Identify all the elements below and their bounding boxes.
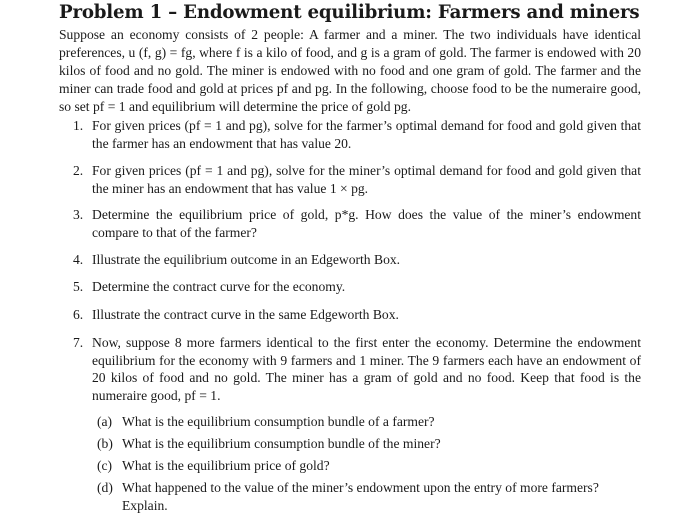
subpart-item bbox=[97, 479, 641, 514]
subpart-label: (c) bbox=[97, 458, 113, 473]
problem-number: 6. bbox=[73, 307, 84, 322]
problem-text: Determine the equilibrium price of gold, p*g. How does the value of the miner’s endowment compare to that of the farmer? bbox=[92, 207, 641, 240]
subpart-text: What is the equilibrium consumption bundle of a farmer? bbox=[122, 414, 435, 429]
subpart-item bbox=[97, 413, 641, 431]
problem-text: For given prices (pf = 1 and pg), solve for the miner’s optimal demand for food and gold given that the miner has an endowment that has value 1 × pg. bbox=[92, 163, 641, 196]
subpart-label: (b) bbox=[97, 436, 113, 451]
subpart-label: (d) bbox=[97, 480, 113, 495]
problem-text: Illustrate the contract curve in the same Edgeworth Box. bbox=[92, 307, 399, 322]
problem-item bbox=[73, 334, 641, 404]
problem-number: 3. bbox=[73, 207, 84, 222]
subpart-label: (a) bbox=[97, 414, 113, 429]
problem-item bbox=[73, 206, 641, 241]
problem-text: Determine the contract curve for the economy. bbox=[92, 279, 346, 294]
problem-text: Now, suppose 8 more farmers identical to the first enter the economy. Determine the endowment equilibrium for the economy with 9 farmers and 1 miner. The 9 farmers each have an endowment of 20 kilos of food and no gold. The miner has a gram of gold and no food. Keep that food is the numeraire good, pf = 1. bbox=[92, 335, 641, 403]
problem-number: 5. bbox=[73, 279, 84, 294]
problem-item bbox=[73, 251, 641, 269]
problem-item bbox=[73, 117, 641, 152]
problem-text: For given prices (pf = 1 and pg), solve for the farmer’s optimal demand for food and gold given that the farmer has an endowment that has value 20. bbox=[92, 118, 641, 151]
subpart-text: What is the equilibrium consumption bundle of the miner? bbox=[122, 436, 441, 451]
problem-number: 4. bbox=[73, 252, 84, 267]
subpart-text: What is the equilibrium price of gold? bbox=[122, 458, 330, 473]
problem-number: 2. bbox=[73, 163, 84, 178]
intro-paragraph: Suppose an economy consists of 2 people: A farmer and a miner. The two individuals have identical preferences, u (f, g) = fg, where f is a kilo of food, and g is a gram of gold. The farmer is endowed with 20 kilos of food and no gold. The miner is endowed with no food and one gram of gold. The farmer and the miner can trade food and gold at prices pf and pg. In the following, choose food to be the numeraire good, so set pf = 1 and equilibrium will determine the price of gold pg. bbox=[59, 27, 641, 114]
subpart-text: What happened to the value of the miner’s endowment upon the entry of more farmers? Explain. bbox=[122, 480, 599, 513]
problem-item bbox=[73, 162, 641, 197]
problem-item bbox=[73, 306, 641, 324]
problem-item bbox=[73, 278, 641, 296]
problem-text: Illustrate the equilibrium outcome in an Edgeworth Box. bbox=[92, 252, 401, 267]
problem-number: 7. bbox=[73, 335, 84, 350]
problem-number: 1. bbox=[73, 118, 84, 133]
subpart-item bbox=[97, 457, 641, 475]
subpart-item bbox=[97, 435, 641, 453]
problem-title: Problem 1 – Endowment equilibrium: Farmers and miners bbox=[59, 2, 640, 23]
